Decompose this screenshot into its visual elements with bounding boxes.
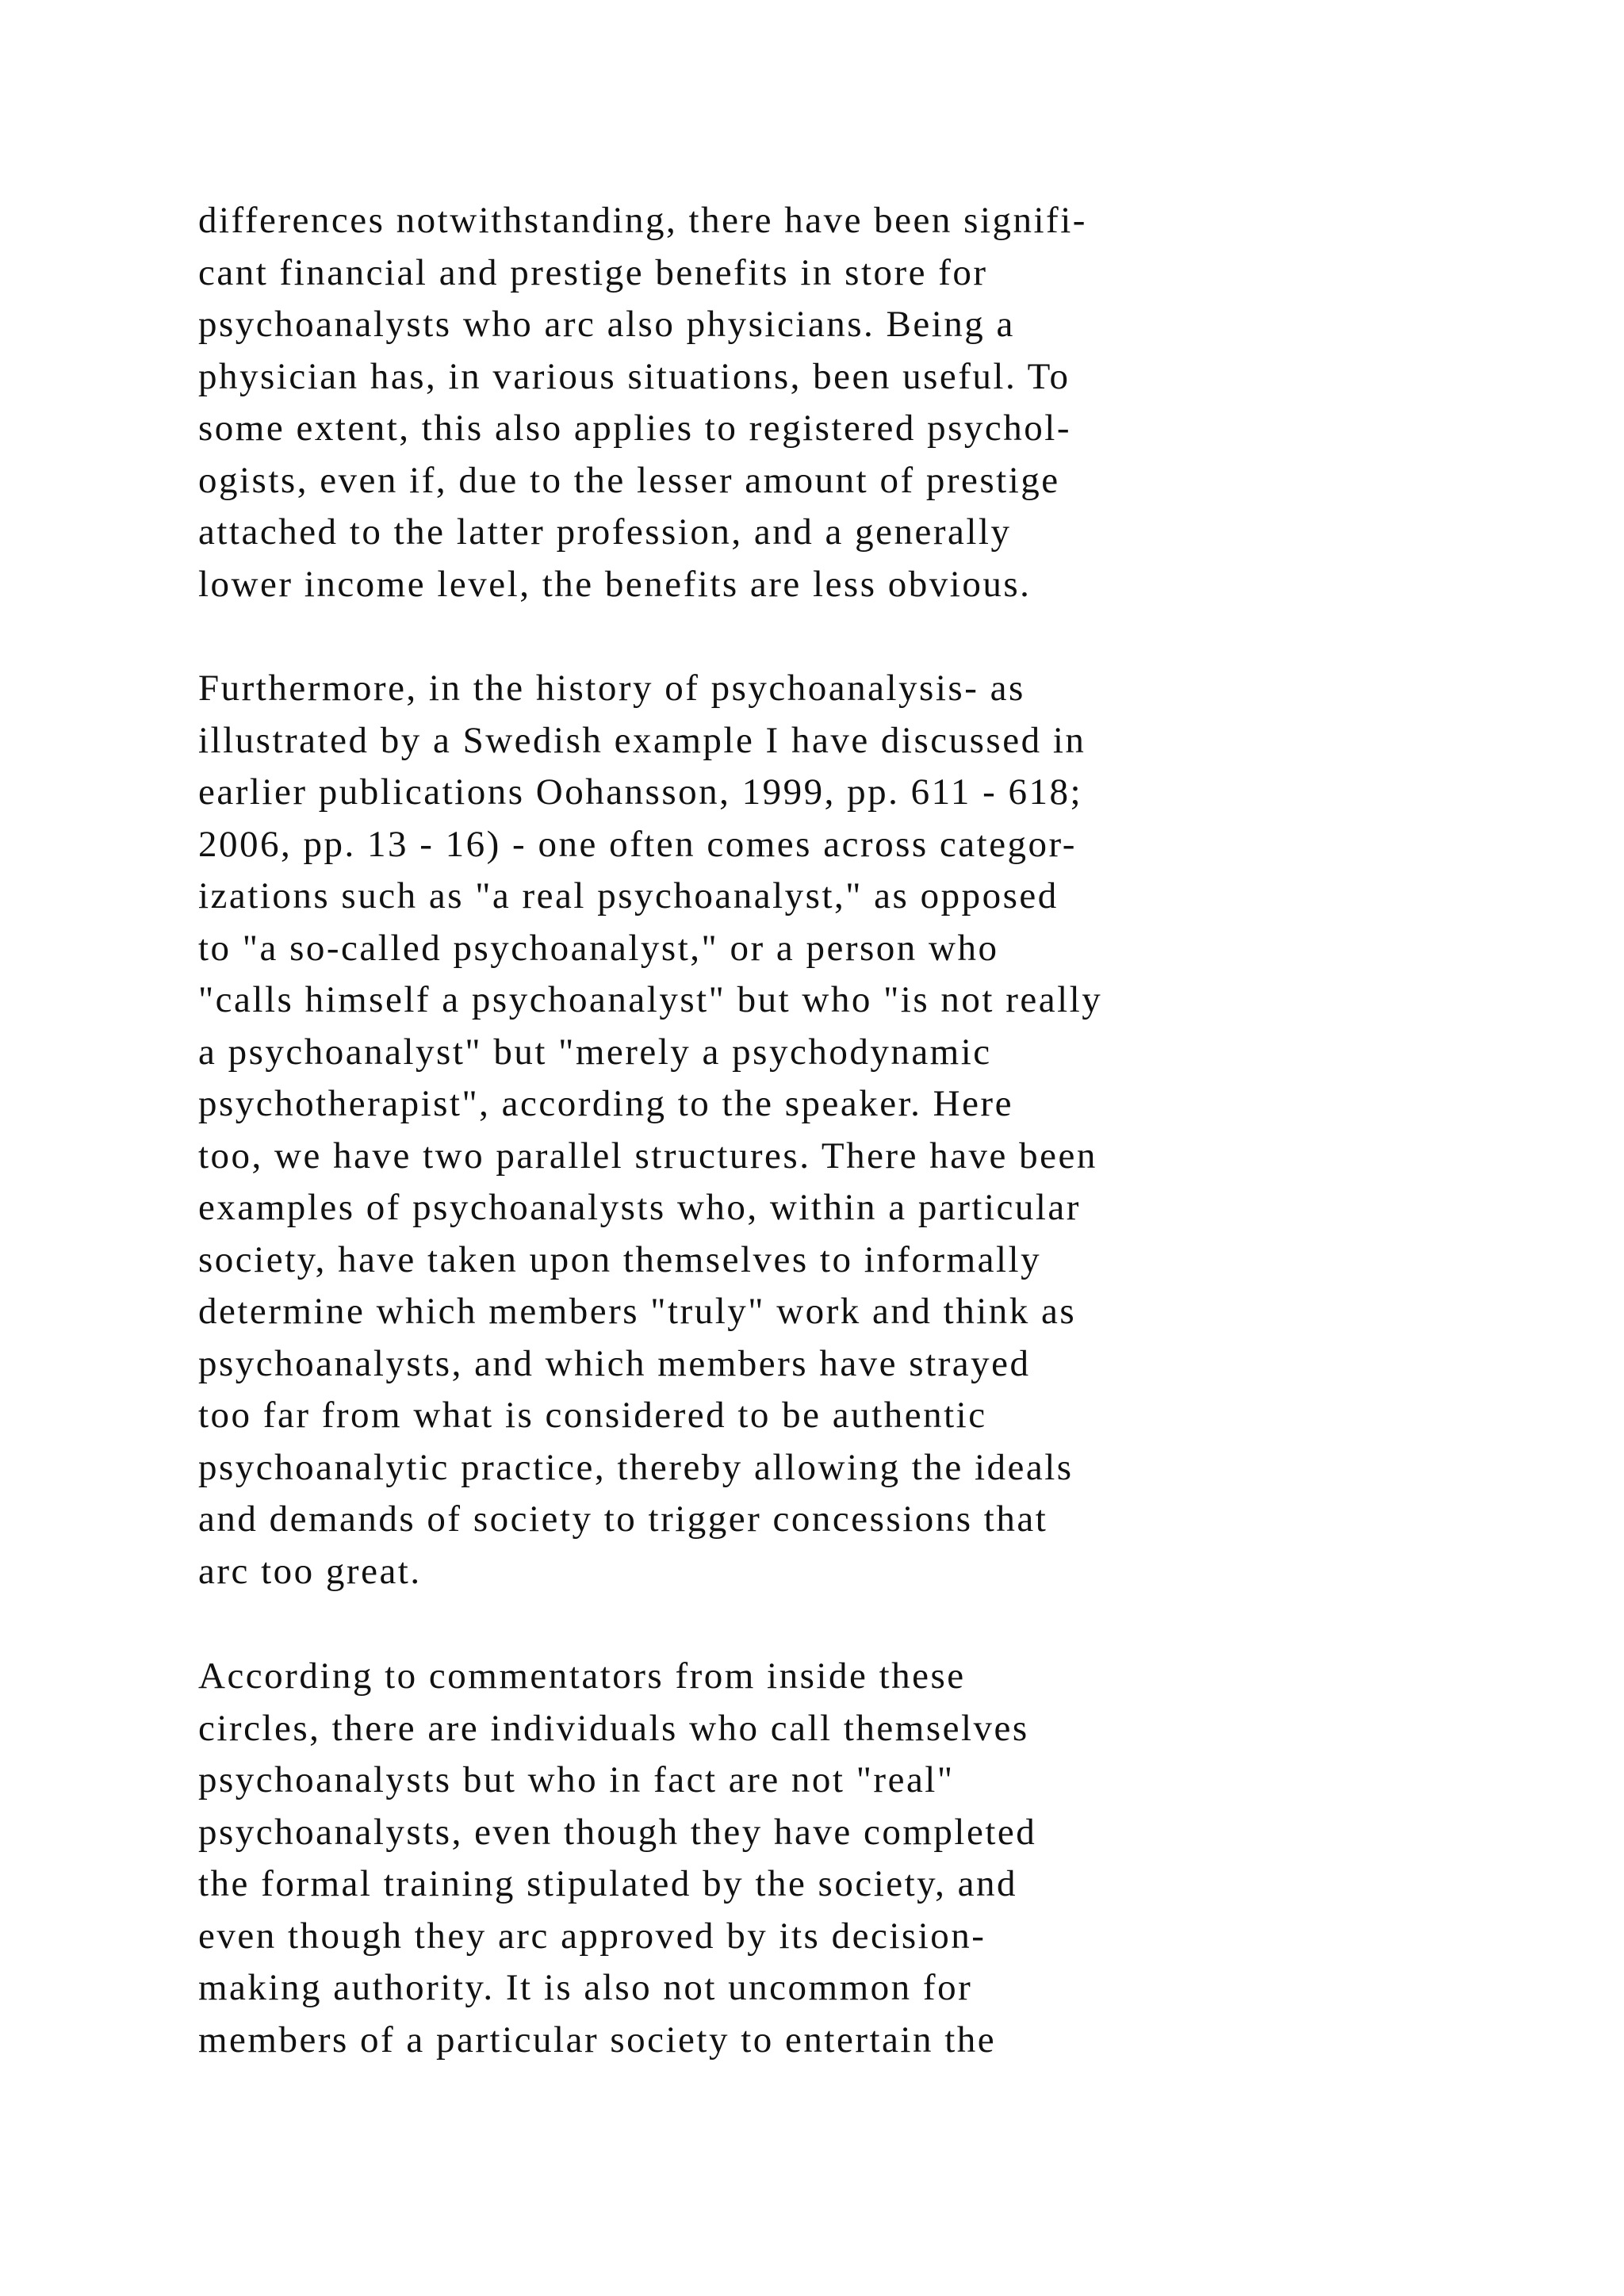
text-line: psychotherapist", according to the speaker. Here: [198, 1083, 1013, 1124]
text-line: arc too great.: [198, 1550, 422, 1592]
text-line: cant financial and prestige benefits in store for: [198, 251, 988, 293]
text-line: According to commentators from inside these: [198, 1655, 966, 1697]
text-line: psychoanalysts but who in fact are not "real": [198, 1759, 955, 1800]
text-line: even though they arc approved by its decision-: [198, 1915, 986, 1957]
text-line: circles, there are individuals who call themselves: [198, 1707, 1029, 1749]
text-line: the formal training stipulated by the society, and: [198, 1863, 1017, 1904]
text-line: a psychoanalyst" but "merely a psychodynamic: [198, 1031, 992, 1073]
text-line: to "a so-called psychoanalyst," or a person who: [198, 927, 999, 969]
text-line: examples of psychoanalysts who, within a particular: [198, 1187, 1081, 1228]
text-line: psychoanalytic practice, thereby allowing the ideals: [198, 1446, 1074, 1488]
text-line: Furthermore, in the history of psychoanalysis- as: [198, 668, 1025, 709]
text-line: ogists, even if, due to the lesser amount of prestige: [198, 459, 1060, 501]
text-line: differences notwithstanding, there have been signifi-: [198, 200, 1087, 241]
text-line: determine which members "truly" work and think as: [198, 1291, 1077, 1332]
text-line: psychoanalysts who arc also physicians. Being a: [198, 304, 1015, 345]
text-line: society, have taken upon themselves to informally: [198, 1238, 1042, 1280]
text-line: earlier publications Oohansson, 1999, pp. 611 - 618;: [198, 771, 1083, 813]
paragraph-2: [198, 663, 1483, 1598]
text-line: psychoanalysts, and which members have strayed: [198, 1342, 1031, 1384]
text-line: lower income level, the benefits are less obvious.: [198, 563, 1032, 605]
text-line: physician has, in various situations, been useful. To: [198, 355, 1071, 397]
text-line: "calls himself a psychoanalyst" but who "is not really: [198, 979, 1103, 1020]
text-line: members of a particular society to entertain the: [198, 2019, 997, 2061]
text-line: making authority. It is also not uncommon for: [198, 1967, 973, 2008]
text-line: and demands of society to trigger concessions that: [198, 1498, 1048, 1540]
text-line: psychoanalysts, even though they have completed: [198, 1811, 1037, 1853]
paragraph-3: [198, 1651, 1483, 2066]
text-line: izations such as "a real psychoanalyst," as opposed: [198, 875, 1059, 916]
text-line: 2006, pp. 13 - 16) - one often comes across categor-: [198, 823, 1077, 865]
paragraph-1: [198, 195, 1483, 610]
text-line: too far from what is considered to be authentic: [198, 1395, 987, 1436]
text-line: illustrated by a Swedish example I have discussed in: [198, 719, 1086, 761]
text-line: some extent, this also applies to registered psychol-: [198, 408, 1072, 449]
text-line: attached to the latter profession, and a generally: [198, 511, 1012, 553]
text-line: too, we have two parallel structures. There have been: [198, 1135, 1097, 1177]
